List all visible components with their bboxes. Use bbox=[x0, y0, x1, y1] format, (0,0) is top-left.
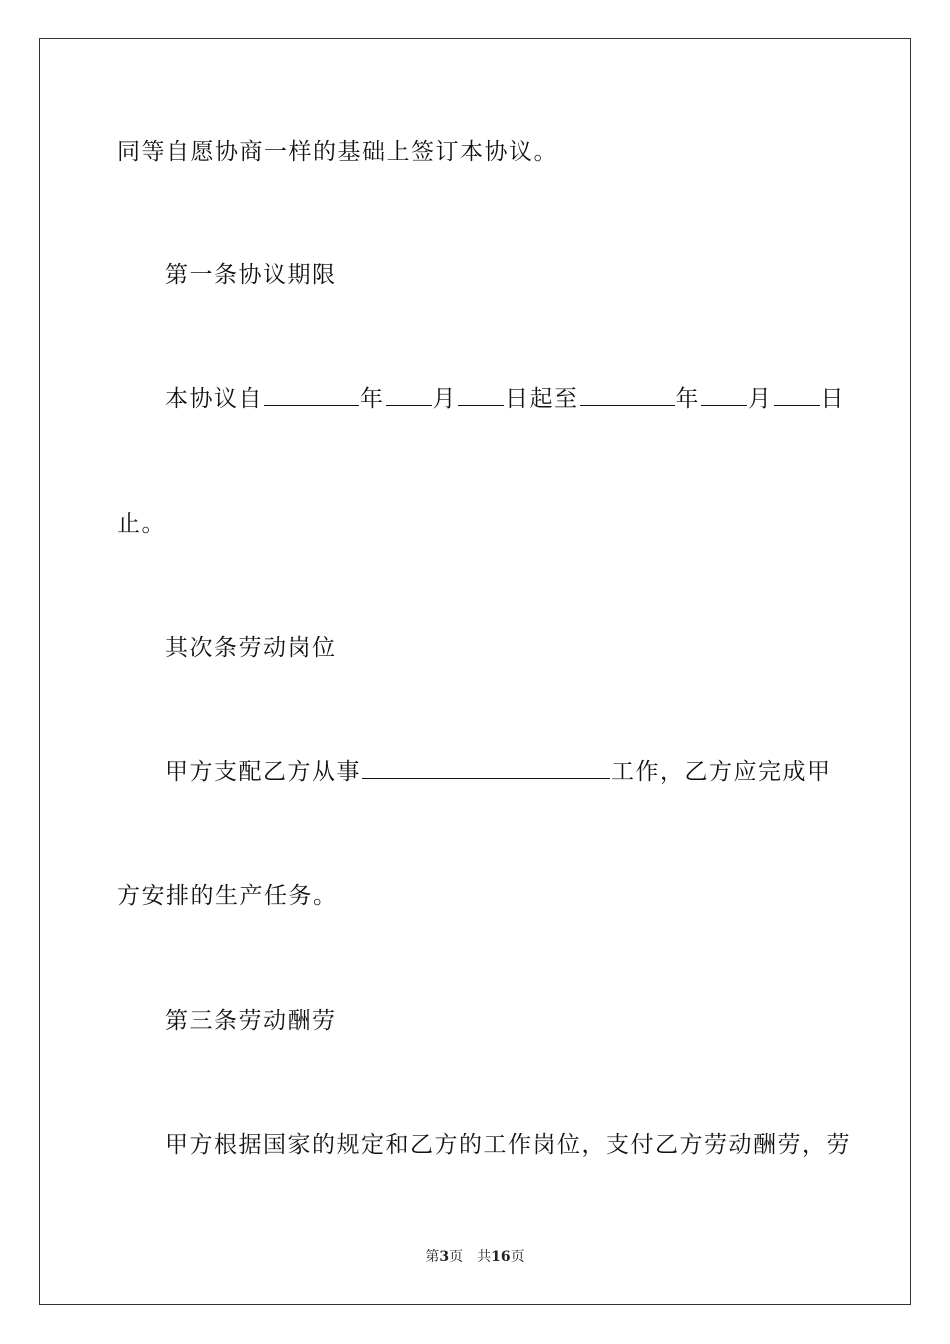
day-to-label: 日 bbox=[820, 386, 845, 412]
position-prefix: 甲方支配乙方从事 bbox=[165, 759, 361, 785]
page-footer bbox=[0, 1248, 950, 1266]
job-blank bbox=[362, 758, 610, 779]
end-year-blank bbox=[580, 385, 675, 406]
paragraph-line: 方安排的生产任务。 bbox=[117, 883, 338, 909]
page-suffix: 页 bbox=[449, 1249, 464, 1265]
month-label: 月 bbox=[432, 386, 457, 412]
paragraph-line: 同等自愿协商一样的基础上签订本协议。 bbox=[117, 139, 558, 165]
paragraph-line: 甲方根据国家的规定和乙方的工作岗位，支付乙方劳动酬劳，劳 bbox=[165, 1132, 851, 1158]
total-prefix: 共 bbox=[477, 1249, 492, 1265]
day-from-label: 日起至 bbox=[505, 386, 579, 412]
position-line bbox=[165, 757, 833, 787]
page-border bbox=[39, 38, 911, 1305]
article-2-heading: 其次条劳动岗位 bbox=[165, 635, 337, 661]
total-suffix: 页 bbox=[510, 1249, 525, 1265]
page-number: 3 bbox=[439, 1249, 450, 1265]
total-pages: 16 bbox=[491, 1249, 511, 1265]
end-month-blank bbox=[701, 385, 747, 406]
term-prefix: 本协议自 bbox=[165, 386, 263, 412]
start-day-blank bbox=[458, 385, 504, 406]
page-prefix: 第 bbox=[425, 1249, 440, 1265]
position-suffix: 工作，乙方应完成甲 bbox=[611, 759, 832, 785]
year-label: 年 bbox=[675, 386, 700, 412]
start-year-blank bbox=[264, 385, 359, 406]
year-label: 年 bbox=[360, 386, 385, 412]
end-day-blank bbox=[774, 385, 820, 406]
paragraph-line: 止。 bbox=[117, 511, 166, 537]
term-line bbox=[165, 384, 845, 414]
article-1-heading: 第一条协议期限 bbox=[165, 262, 337, 288]
article-3-heading: 第三条劳动酬劳 bbox=[165, 1008, 337, 1034]
start-month-blank bbox=[386, 385, 432, 406]
month-label: 月 bbox=[748, 386, 773, 412]
